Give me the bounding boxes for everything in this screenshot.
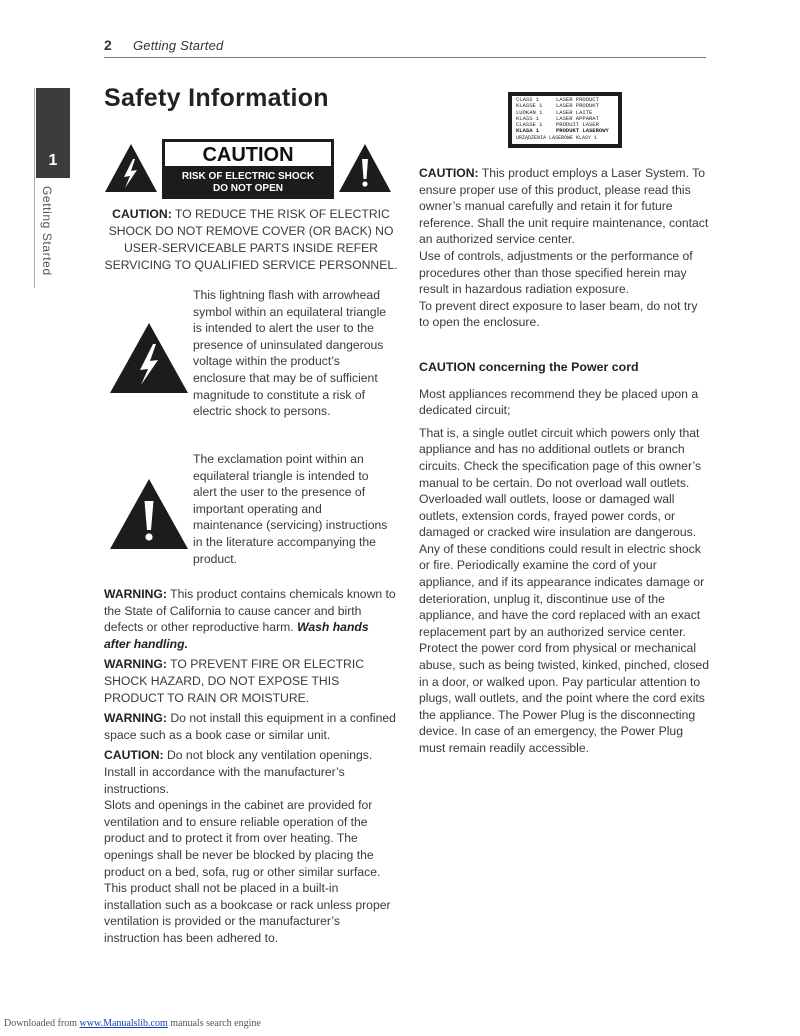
laser-caution-label: CAUTION: [419,166,479,180]
lightning-symbol-icon [109,322,189,394]
laser-caution-p1 [419,165,709,248]
caution-label: CAUTION: [104,748,164,763]
laser-type: LASER APPARAT [556,114,599,122]
power-cord-p2: That is, a single outlet circuit which powers only that appliance and has no additional outlets or branch circuits. Check the specification page of this owner’s manual to be certain. Do not overload wall outlets. Overloaded wall outlets, loose or damaged wall outlets, extension cords, frayed power cords, or damaged or cracked wire insulation are dangerous. Any of these conditions could result in electric shock or fire. Periodically examine the cord of your appliance, and if its appearance indicates damage or deterioration, unplug it, discontinue use of the appliance, and have the cord replaced with an exact replacement part by an authorized service center. Protect the power cord from physical or mechanical abuse, such as being twisted, kinked, pinched, closed in a door, or walked upon. Pay particular attention to plugs, wall outlets, and the point where the cord exits the appliance. The Power Plug is the disconnecting device. In case of an emergency, the Power Plug must remain readily accessible. [419,425,709,755]
warning-confined-space [104,710,396,743]
warning-text: Do not install this equipment in a confined space such as a book case or similar unit. [104,711,396,742]
laser-caution-p2: Use of controls, adjustments or the performance of procedures other than those specified herein may result in hazardous radiation exposure. [419,248,693,297]
laser-type: PRODUIT LASER [556,121,599,129]
laser-class: CLASSE 1 [516,121,543,129]
laser-type: LASER LAITE [556,108,593,116]
chapter-number: 1 [48,152,58,169]
footer-prefix: Downloaded from [4,1018,80,1029]
warning-emphasis: Wash hands after handling. [104,620,369,651]
laser-class: KLASS 1 [516,114,540,122]
laser-class: CLASS 1 [516,96,540,103]
header-divider [104,57,706,58]
lightning-explanation: This lightning flash with arrowhead symbol within an equilateral triangle is intended to alert the user to the presence of uninsulated dangerous voltage within the product’s enclosure that may be of sufficient magnitude to constitute a risk of electric shock to persons. [193,288,387,419]
laser-type: LASER PRODUCT [556,96,599,103]
laser-type: PRODUKT LASEROWY [556,127,609,135]
warning-text: TO PREVENT FIRE OR ELECTRIC SHOCK HAZARD, DO NOT EXPOSE THIS PRODUCT TO RAIN OR MOISTURE. [104,657,365,705]
laser-type: LASER PRODUKT [556,102,599,110]
caution-banner-line1: RISK OF ELECTRIC SHOCK [181,171,315,182]
left-warnings [104,586,396,950]
caution-text: Do not block any ventilation openings. Install in accordance with the manufacturer’s instructions. [104,748,373,796]
warning-chemicals [104,586,396,652]
warning-label: WARNING: [104,657,167,672]
laser-class: KLASA 1 [516,127,540,135]
footer-suffix: manuals search engine [167,1018,261,1029]
exclamation-symbol-icon [109,478,189,550]
page-title: Safety Information [104,84,329,112]
caution-banner-line2: DO NOT OPEN [212,183,283,194]
side-divider [34,88,35,288]
laser-class: LUOKAN 1 [516,108,543,116]
laser-label-row [516,128,616,134]
warning-label: WARNING: [104,711,167,726]
laser-label-text [516,97,616,141]
exclamation-explanation: The exclamation point within an equilateral triangle is intended to alert the user to the presence of important operating and maintenance (servicing) instructions in the literature accompanying the product. [193,452,388,566]
lightning-warning-icon [104,143,158,193]
laser-caution-text: This product employs a Laser System. To ensure proper use of this product, please read this owner’s manual carefully and retain it for future reference. Shall the unit require maintenance, contact an authorized service center. [419,166,709,247]
ventilation-slots-paragraph: Slots and openings in the cabinet are provided for ventilation and to ensure reliable operation of the product and to protect it from over heating. The openings shall be never be blocked by placing the product on a bed, sofa, rug or other similar surface. This product shall not be placed in a built-in installation such as a bookcase or rack unless proper ventilation is provided or the manufacturer’s instruction has been adhered to. [104,798,391,945]
caution-notice-label: CAUTION: [112,207,172,221]
page-number: 2 [104,37,112,53]
warning-text: This product contains chemicals known to the State of California to cause cancer and birth defects or other reproductive harm. [104,587,396,635]
laser-class: KLASSE 1 [516,102,543,110]
download-footer [4,1018,261,1029]
power-cord-p1: Most appliances recommend they be placed upon a dedicated circuit; [419,386,699,418]
laser-label-footer: URZĄDZENIA LASEROWE KLASY 1 [516,134,598,141]
right-column [419,165,709,760]
warning-label: WARNING: [104,587,167,601]
chapter-label: Getting Started [40,186,54,276]
caution-banner-title: CAUTION [202,144,294,166]
laser-caution-p3: To prevent direct exposure to laser beam, do not try to open the enclosure. [419,298,698,330]
caution-notice-text: TO REDUCE THE RISK OF ELECTRIC SHOCK DO NOT REMOVE COVER (OR BACK) NO USER-SERVICEABLE PARTS INSIDE REFER SERVICING TO QUALIFIED SERVICE PERSONNEL. [104,207,398,272]
caution-banner-subtitle [162,171,334,195]
manualslib-link[interactable]: www.Manualslib.com [79,1018,168,1029]
exclamation-warning-icon [338,143,392,193]
section-name: Getting Started [133,38,224,53]
warning-moisture [104,656,396,706]
caution-notice [104,206,398,274]
power-cord-heading: CAUTION concerning the Power cord [419,359,639,374]
caution-ventilation [104,747,396,797]
